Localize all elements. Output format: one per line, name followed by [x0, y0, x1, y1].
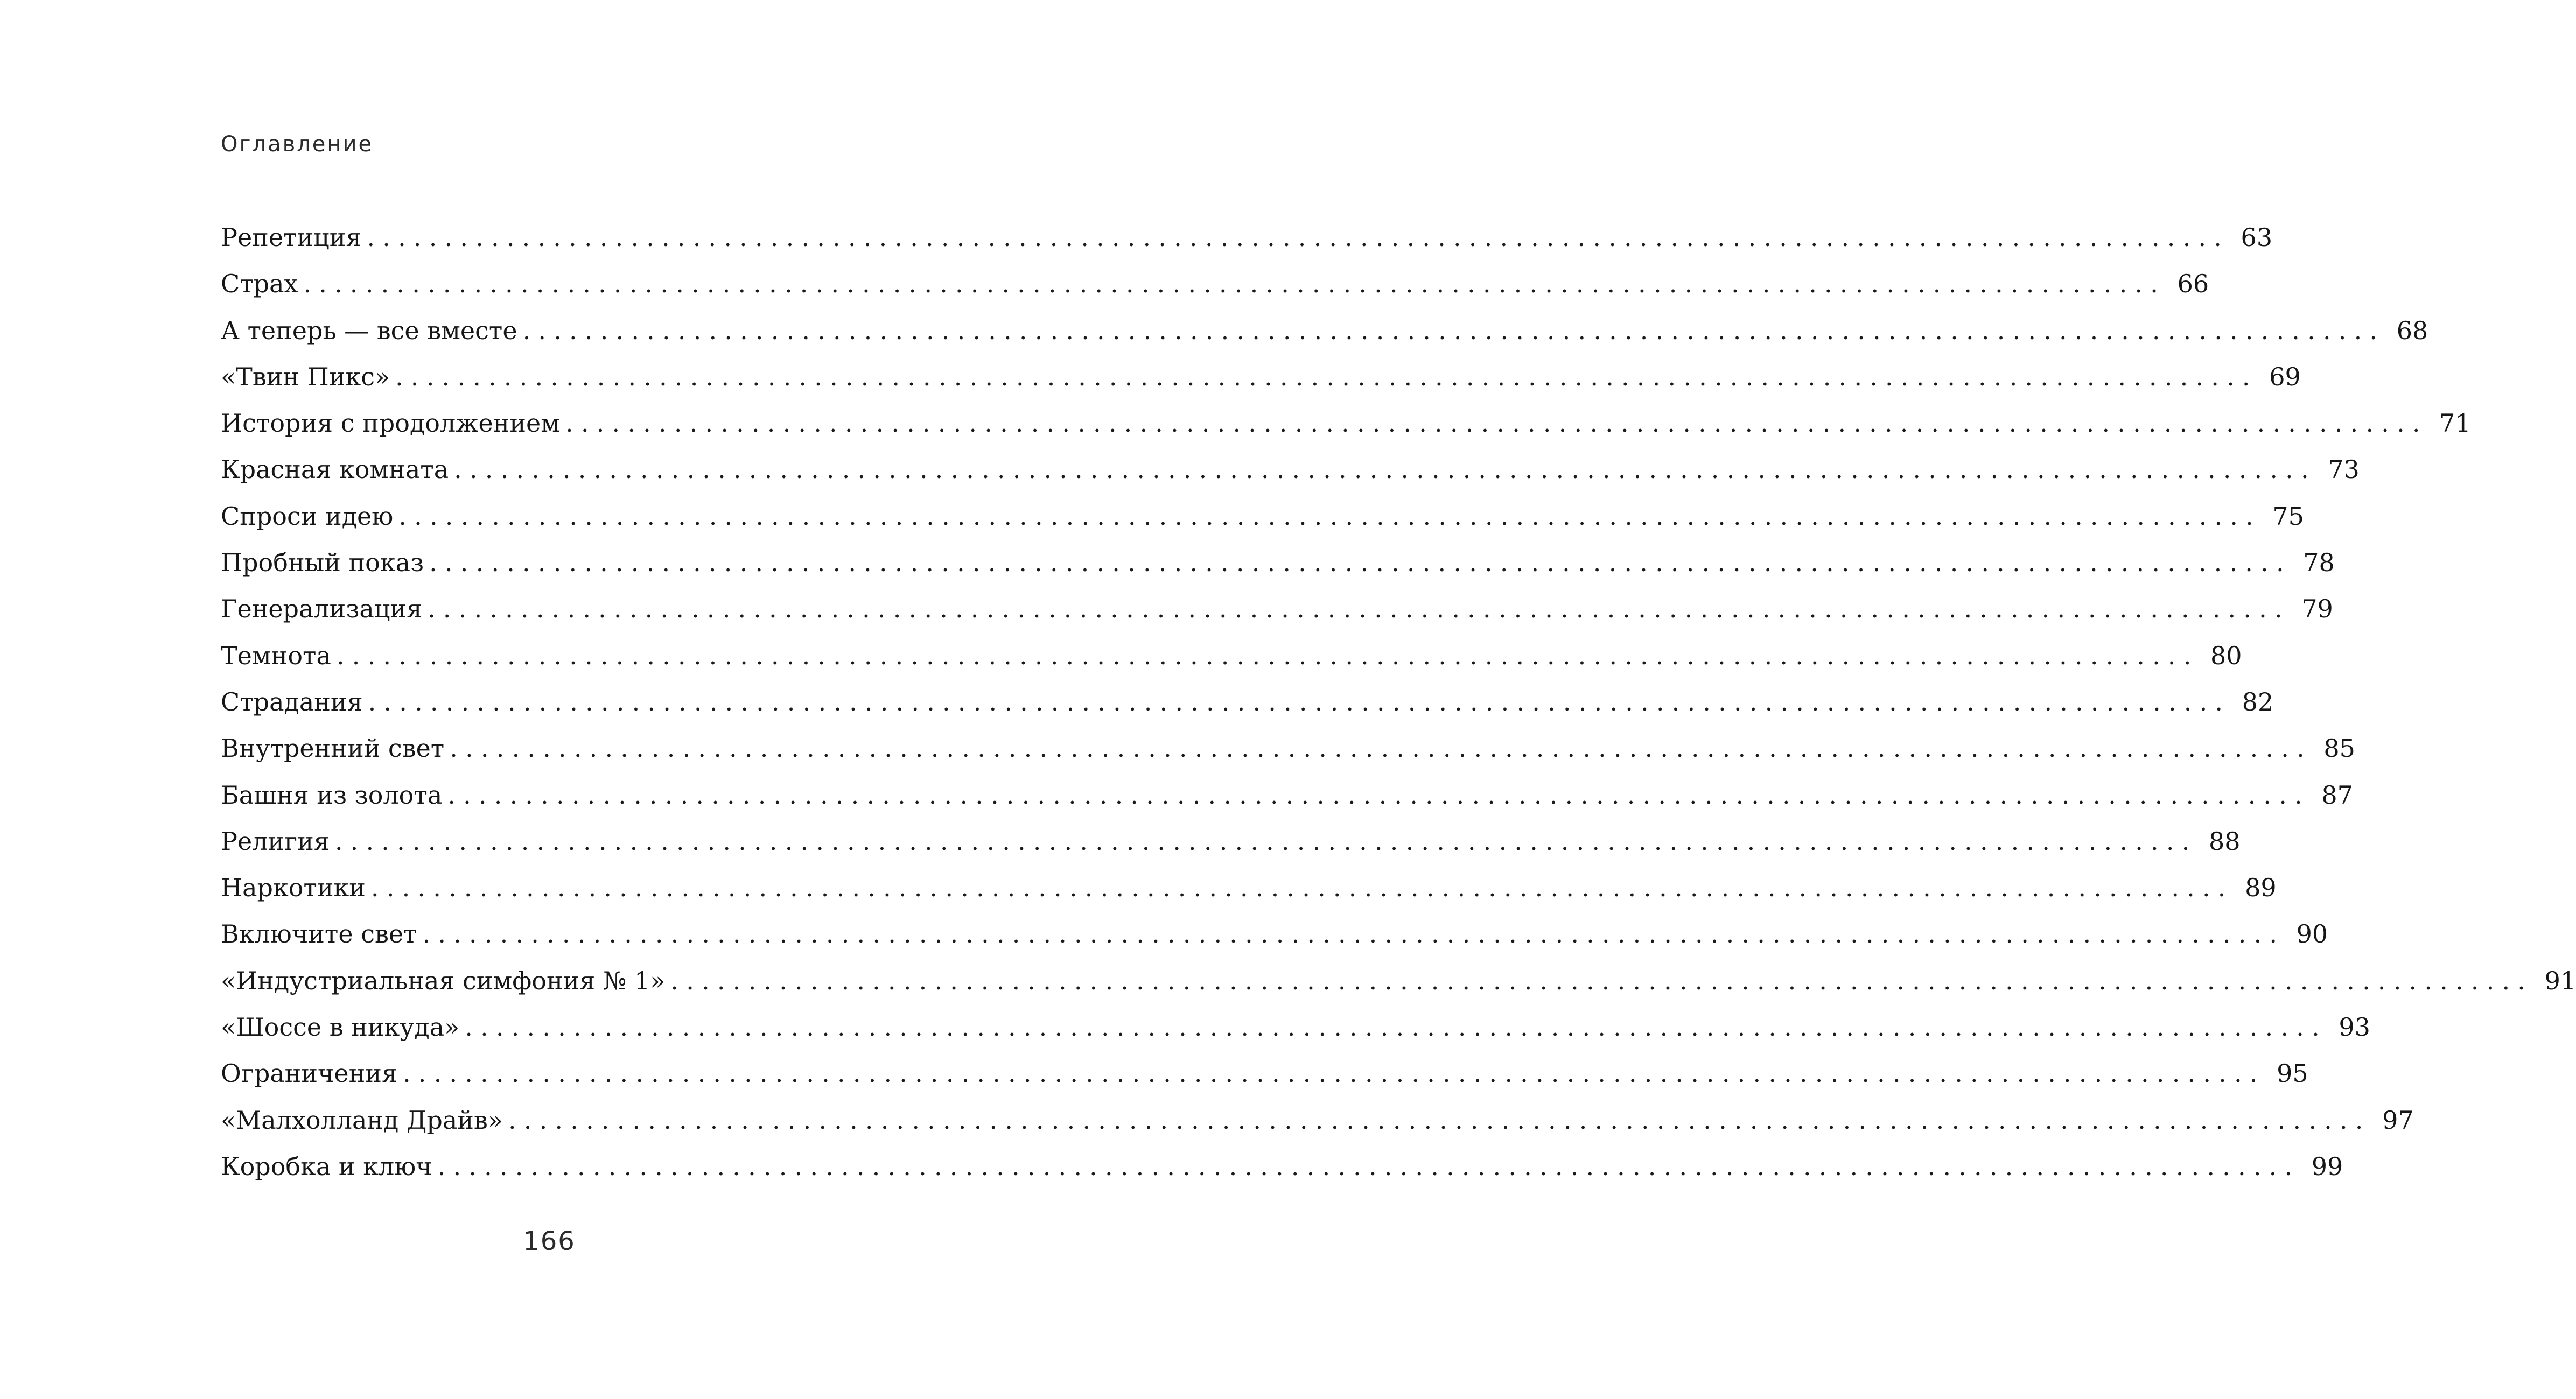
toc-entry-page: 66: [2177, 269, 2209, 299]
toc-entry-title: «Твин Пикс»: [221, 362, 390, 391]
toc-entry-title: А теперь — все вместе: [221, 315, 517, 345]
dot-leader: ........................................................................................................................: [450, 734, 2312, 763]
toc-entry[interactable]: [221, 539, 2335, 586]
toc-entry-title: Башня из золота: [221, 780, 443, 810]
dot-leader: ........................................................................................................................: [422, 919, 2285, 949]
toc-entry-page: 91: [2544, 966, 2576, 995]
toc-entry[interactable]: [221, 772, 2353, 818]
toc-entry[interactable]: [221, 446, 2360, 493]
running-head: Оглавление: [221, 132, 374, 157]
toc-entry[interactable]: [221, 725, 2355, 771]
toc-entry[interactable]: [221, 632, 2242, 679]
table-of-contents: [221, 214, 2576, 1190]
toc-entry-page: 87: [2321, 780, 2353, 810]
toc-entry[interactable]: [221, 586, 2333, 632]
toc-entry-title: «Малхолланд Драйв»: [221, 1105, 503, 1135]
toc-entry-page: 75: [2272, 501, 2304, 531]
toc-entry-page: 99: [2311, 1151, 2343, 1181]
toc-entry[interactable]: [221, 493, 2304, 539]
toc-entry-page: 88: [2208, 826, 2241, 856]
toc-entry[interactable]: [221, 1050, 2308, 1096]
toc-entry[interactable]: [221, 400, 2471, 446]
toc-entry-title: История с продолжением: [221, 409, 561, 438]
toc-entry-title: Внутренний свет: [221, 734, 445, 763]
toc-entry-page: 95: [2277, 1059, 2308, 1088]
dot-leader: ........................................................................................................................: [670, 966, 2533, 995]
dot-leader: ........................................................................................................................: [303, 269, 2166, 299]
toc-entry-title: «Индустриальная симфония № 1»: [221, 966, 666, 995]
dot-leader: ........................................................................................................................: [437, 1151, 2300, 1181]
toc-entry[interactable]: [221, 818, 2241, 864]
toc-entry-page: 73: [2328, 455, 2360, 484]
toc-entry[interactable]: [221, 1097, 2414, 1143]
toc-entry[interactable]: [221, 911, 2328, 957]
dot-leader: ........................................................................................................................: [370, 873, 2234, 903]
toc-entry-page: 80: [2210, 641, 2242, 670]
toc-entry-title: Коробка и ключ: [221, 1151, 432, 1181]
toc-entry-title: Репетиция: [221, 223, 362, 252]
toc-entry[interactable]: [221, 679, 2274, 725]
toc-entry-title: Пробный показ: [221, 548, 424, 578]
toc-entry-page: 71: [2439, 409, 2471, 438]
toc-entry[interactable]: [221, 1143, 2343, 1190]
toc-entry-page: 63: [2241, 223, 2273, 252]
toc-entry-page: 89: [2245, 873, 2277, 903]
dot-leader: ........................................................................................................................: [367, 223, 2230, 252]
toc-entry-title: «Шоссе в никуда»: [221, 1013, 460, 1042]
dot-leader: ........................................................................................................................: [402, 1059, 2265, 1088]
toc-entry-title: Темнота: [221, 641, 331, 670]
dot-leader: ........................................................................................................................: [454, 455, 2316, 484]
dot-leader: ........................................................................................................................: [565, 409, 2428, 438]
toc-entry-title: Включите свет: [221, 919, 417, 949]
toc-entry-page: 68: [2396, 315, 2428, 345]
toc-entry-title: Религия: [221, 826, 330, 856]
dot-leader: ........................................................................................................................: [465, 1013, 2327, 1042]
toc-entry-page: 93: [2339, 1013, 2370, 1042]
dot-leader: ........................................................................................................................: [508, 1105, 2371, 1135]
toc-entry-title: Ограничения: [221, 1059, 397, 1088]
dot-leader: ........................................................................................................................: [395, 362, 2258, 391]
toc-entry-page: 82: [2242, 687, 2274, 716]
dot-leader: ........................................................................................................................: [334, 826, 2197, 856]
toc-entry-title: Генерализация: [221, 594, 423, 624]
dot-leader: ........................................................................................................................: [429, 548, 2292, 578]
toc-entry[interactable]: [221, 864, 2277, 911]
toc-entry-page: 79: [2301, 594, 2333, 624]
dot-leader: ........................................................................................................................: [336, 641, 2199, 670]
toc-entry-page: 90: [2296, 919, 2328, 949]
toc-entry-page: 85: [2323, 734, 2355, 763]
dot-leader: ........................................................................................................................: [447, 780, 2310, 810]
toc-entry[interactable]: [221, 354, 2301, 400]
dot-leader: ........................................................................................................................: [428, 594, 2290, 624]
dot-leader: ........................................................................................................................: [522, 315, 2385, 345]
page-number: 166: [523, 1226, 576, 1256]
toc-entry[interactable]: [221, 1004, 2370, 1050]
toc-entry-title: Наркотики: [221, 873, 366, 903]
toc-entry[interactable]: [221, 307, 2428, 354]
toc-entry[interactable]: [221, 261, 2209, 307]
dot-leader: ........................................................................................................................: [368, 687, 2231, 716]
toc-entry-page: 78: [2303, 548, 2335, 578]
toc-entry-title: Спроси идею: [221, 501, 394, 531]
toc-entry[interactable]: [221, 214, 2273, 261]
toc-entry-page: 97: [2382, 1105, 2414, 1135]
toc-entry-page: 69: [2269, 362, 2301, 391]
toc-entry-title: Страх: [221, 269, 298, 299]
toc-entry-title: Красная комната: [221, 455, 449, 484]
toc-entry[interactable]: [221, 958, 2576, 1004]
dot-leader: ........................................................................................................................: [398, 501, 2261, 531]
toc-entry-title: Страдания: [221, 687, 363, 716]
